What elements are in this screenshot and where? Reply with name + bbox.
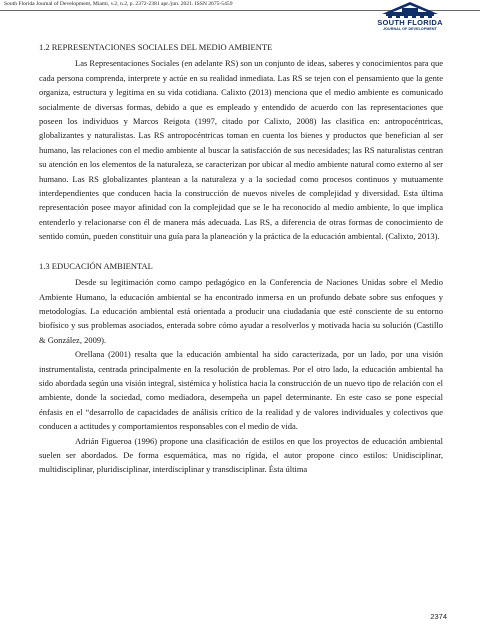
paragraph: Adrián Figueroa (1996) propone una clasificación de estilos en que los proyectos de educación ambiental suelen ser abordados. De forma esquemática, mas no rígida, el autor propone cinco estilos: Unidisciplinar, multidisciplinar, pluridisciplinar, interdisciplinar y transdisciplinar. Ésta última [39, 435, 443, 475]
running-header: South Florida Journal of Development, Miami, v.2, n.2, p. 2372-2381 apr./jun. 2021. ISSN 2675-5459 [4, 1, 233, 7]
journal-logo-text [365, 19, 455, 32]
section-heading-representaciones: 1.2 REPRESENTACIONES SOCIALES DEL MEDIO AMBIENTE [39, 42, 273, 52]
page-number: 2374 [430, 612, 447, 621]
paragraph: Orellana (2001) resalta que la educación ambiental ha sido caracterizada, por un lado, por una visión instrumentalista, centrada principalmente en la resolución de problemas. Por el otro lado, la educación ambiental ha sido abordada según una visión integral, sistémica y holística hacia la construcción de un nuevo tipo de relación con el ambiente, donde la sociedad, como mediadora, desempeña un papel determinante. En este caso se pone especial énfasis en el “desarrollo de capacidades de análisis crítico de la realidad y de valores individuales y colectivos que conducen a actitudes y comportamientos responsables con el medio de vida. [39, 349, 443, 432]
paragraph: Las Representaciones Sociales (en adelante RS) son un conjunto de ideas, saberes y conocimientos para que cada persona comprenda, interprete y actúe en su realidad inmediata. Las RS se tejen con el pensamiento que la gente organiza, estructura y legitima en su vida cotidiana. Calixto (2013) menciona que el medio ambiente es comunicado socialmente de diversas formas, debido a que es empleado y entendido de acuerdo con las representaciones que poseen los individuos y Marcos Reigota (1997, citado por Calixto, 2008) las clasifica en: antropocéntricas, globalizantes y naturalistas. Las RS antropocéntricas toman en cuenta los bienes y productos que benefician al ser humano, las relaciones con el medio ambiente al buscar la satisfacción de sus necesidades; las RS naturalistas centran su atención en los elementos de la naturaleza, se caracterizan por ubicar al medio ambiente natural como externo al ser humano. Las RS globalizantes plantean a la naturaleza y a la sociedad como procesos continuos y mutuamente interdependientes que conducen hacia la construcción de nuevos niveles de complejidad y diversidad. Esta última representación posee mayor afinidad con la complejidad que se le ha reconocido al medio ambiente, lo que implica entenderlo y relacionarse con él de manera más adecuada. Las RS, a diferencia de otras formas de conocimiento de sentido común, pueden constituir una guía para la planeación y la práctica de la educación ambiental. (Calixto, 2013). [39, 58, 443, 242]
document-body [39, 40, 443, 477]
logo-subtitle: JOURNAL OF DEVELOPMENT [383, 27, 437, 31]
paragraph: Desde su legitimación como campo pedagógico en la Conferencia de Naciones Unidas sobre el Medio Ambiente Humano, la educación ambiental se ha encontrado inmersa en un profundo debate sobre sus enfoques y metodologías. La educación ambiental está orientada a producir una ciudadanía que esté consciente de su entorno biofísico y sus problemas asociados, enterada sobre cómo ayudar a resolverlos y motivada hacia su solución (Castillo & González, 2009). [39, 277, 443, 345]
section-heading-educacion-ambiental: 1.3 EDUCACIÓN AMBIENTAL [39, 260, 153, 271]
logo-name: SOUTH FLORIDA [377, 18, 443, 27]
